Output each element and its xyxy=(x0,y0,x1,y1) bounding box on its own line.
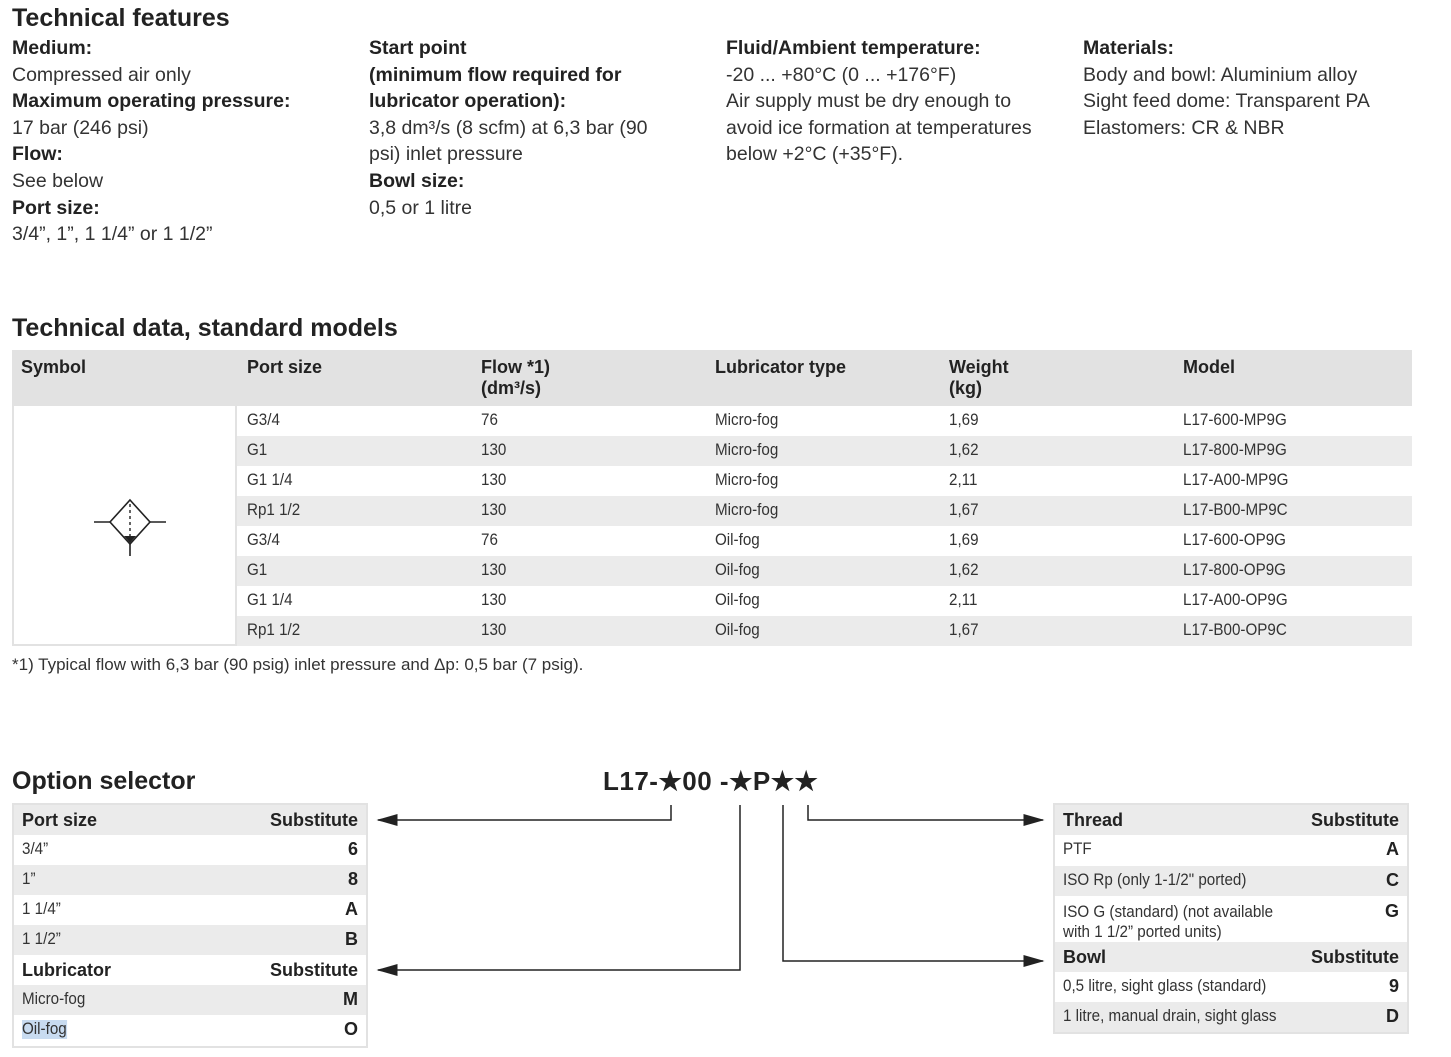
cell-port: G3/4 xyxy=(247,531,280,549)
cell-lubricator: Oil-fog xyxy=(715,561,760,579)
cell-weight: 1,62 xyxy=(949,561,979,579)
option-code: G xyxy=(1384,901,1399,921)
option-label-line2: with 1 1/2” ported units) xyxy=(1063,923,1222,941)
option-code: B xyxy=(345,929,358,949)
medium-value: Compressed air only xyxy=(12,63,191,86)
header-symbol: Symbol xyxy=(21,357,87,377)
port-size-header: Port size xyxy=(22,810,98,830)
cell-lubricator: Oil-fog xyxy=(715,591,760,609)
option-label: 3/4” xyxy=(22,840,49,858)
cell-port: Rp1 1/2 xyxy=(247,621,301,639)
cell-flow: 76 xyxy=(481,411,498,429)
option-label: 0,5 litre, sight glass (standard) xyxy=(1063,977,1267,995)
temperature-value: -20 ... +80°C (0 ... +176°F) xyxy=(726,63,957,86)
section-title-option-selector: Option selector xyxy=(12,767,196,795)
cell-model: L17-800-MP9G xyxy=(1183,441,1287,459)
header-weight-unit: (kg) xyxy=(949,378,982,398)
cell-flow: 130 xyxy=(481,471,507,489)
cell-lubricator: Oil-fog xyxy=(715,621,760,639)
cell-weight: 1,62 xyxy=(949,441,979,459)
cell-model: L17-B00-MP9C xyxy=(1183,501,1288,519)
cell-model: L17-B00-OP9C xyxy=(1183,621,1287,639)
option-label: Micro-fog xyxy=(22,990,86,1008)
bowl-size-value: 0,5 or 1 litre xyxy=(369,196,472,219)
option-code: O xyxy=(343,1019,358,1039)
cell-weight: 1,67 xyxy=(949,621,979,639)
header-flow-label: Flow *1) xyxy=(481,357,551,377)
option-code: C xyxy=(1386,870,1399,890)
port-size-value: 3/4”, 1”, 1 1/4” or 1 1/2” xyxy=(12,223,213,246)
option-code: A xyxy=(345,899,358,919)
arrow-thread xyxy=(808,805,1043,820)
materials-body: Body and bowl: Aluminium alloy xyxy=(1083,63,1358,86)
bowl-size-label: Bowl size: xyxy=(369,169,465,192)
cell-flow: 130 xyxy=(481,591,507,609)
arrow-bowl xyxy=(783,805,1043,961)
option-label: 1 1/2” xyxy=(22,930,61,948)
materials-dome: Sight feed dome: Transparent PA xyxy=(1083,90,1370,113)
footnote: *1) Typical flow with 6,3 bar (90 psig) inlet pressure and Δp: 0,5 bar (7 psig). xyxy=(12,655,584,674)
cell-port: G1 xyxy=(247,561,268,579)
substitute-header: Substitute xyxy=(1311,810,1399,830)
substitute-header: Substitute xyxy=(1311,947,1399,967)
cell-model: L17-A00-OP9G xyxy=(1183,591,1288,609)
cell-weight: 1,67 xyxy=(949,501,979,519)
header-port-size: Port size xyxy=(247,357,323,377)
start-point-label: Start point xyxy=(369,37,467,59)
option-label: PTF xyxy=(1063,840,1092,858)
option-code: 9 xyxy=(1388,976,1399,996)
materials-elastomers: Elastomers: CR & NBR xyxy=(1083,116,1285,139)
cell-port: G3/4 xyxy=(247,411,280,429)
arrow-port-size xyxy=(378,805,671,820)
cell-port: G1 1/4 xyxy=(247,591,293,609)
temperature-note-line3: below +2°C (+35°F). xyxy=(726,143,904,166)
header-flow-unit: (dm³/s) xyxy=(481,378,541,398)
cell-weight: 2,11 xyxy=(949,471,978,489)
cell-flow: 76 xyxy=(481,531,498,549)
section-title-tech-data: Technical data, standard models xyxy=(12,314,398,342)
cell-flow: 130 xyxy=(481,621,507,639)
start-point-label-line2: (minimum flow required for xyxy=(369,63,622,86)
option-label-selected[interactable]: Oil-fog xyxy=(22,1020,67,1038)
cell-weight: 1,69 xyxy=(949,531,979,549)
cell-lubricator: Micro-fog xyxy=(715,471,779,489)
model-code-template: L17-★00 -★P★★ xyxy=(603,766,819,796)
flow-label: Flow: xyxy=(12,143,63,166)
substitute-header: Substitute xyxy=(270,960,358,980)
flow-value: See below xyxy=(12,169,104,192)
temperature-note-line1: Air supply must be dry enough to xyxy=(726,90,1012,113)
start-point-value-line2: psi) inlet pressure xyxy=(369,143,523,166)
max-pressure-label: Maximum operating pressure: xyxy=(12,90,291,113)
cell-model: L17-600-OP9G xyxy=(1183,531,1286,549)
cell-flow: 130 xyxy=(481,441,507,459)
temperature-label: Fluid/Ambient temperature: xyxy=(726,37,981,59)
cell-flow: 130 xyxy=(481,501,507,519)
option-label: 1 litre, manual drain, sight glass xyxy=(1063,1007,1277,1025)
option-label: 1 1/4” xyxy=(22,900,61,918)
cell-model: L17-800-OP9G xyxy=(1183,561,1286,579)
option-label: 1” xyxy=(22,870,36,888)
cell-lubricator: Micro-fog xyxy=(715,411,779,429)
cell-flow: 130 xyxy=(481,561,507,579)
substitute-header: Substitute xyxy=(270,810,358,830)
header-weight-label: Weight xyxy=(949,357,1009,377)
cell-port: G1 1/4 xyxy=(247,471,293,489)
cell-model: L17-A00-MP9G xyxy=(1183,471,1289,489)
start-point-label-line3: lubricator operation): xyxy=(369,90,567,113)
cell-weight: 2,11 xyxy=(949,591,978,609)
option-label: ISO Rp (only 1-1/2" ported) xyxy=(1063,871,1247,889)
option-code: 8 xyxy=(347,869,358,889)
thread-header: Thread xyxy=(1063,810,1124,830)
materials-label: Materials: xyxy=(1083,37,1175,59)
bowl-header: Bowl xyxy=(1063,947,1106,967)
header-lubricator-type: Lubricator type xyxy=(715,357,847,377)
option-code: D xyxy=(1386,1006,1399,1026)
option-code: A xyxy=(1386,839,1399,859)
lubricator-header: Lubricator xyxy=(22,960,112,980)
cell-model: L17-600-MP9G xyxy=(1183,411,1287,429)
cell-lubricator: Micro-fog xyxy=(715,501,779,519)
cell-port: G1 xyxy=(247,441,268,459)
medium-label: Medium: xyxy=(12,37,93,59)
temperature-note-line2: avoid ice formation at temperatures xyxy=(726,116,1032,139)
arrow-lubricator xyxy=(378,805,740,970)
cell-weight: 1,69 xyxy=(949,411,979,429)
cell-port: Rp1 1/2 xyxy=(247,501,301,519)
cell-lubricator: Oil-fog xyxy=(715,531,760,549)
max-pressure-value: 17 bar (246 psi) xyxy=(12,116,149,139)
start-point-value: 3,8 dm³/s (8 scfm) at 6,3 bar (90 xyxy=(369,116,648,139)
port-size-label: Port size: xyxy=(12,196,100,219)
section-title-features: Technical features xyxy=(12,4,230,32)
header-model: Model xyxy=(1183,357,1235,377)
cell-lubricator: Micro-fog xyxy=(715,441,779,459)
option-label-line1: ISO G (standard) (not available xyxy=(1063,903,1274,921)
option-code: 6 xyxy=(347,839,358,859)
option-code: M xyxy=(343,989,358,1009)
